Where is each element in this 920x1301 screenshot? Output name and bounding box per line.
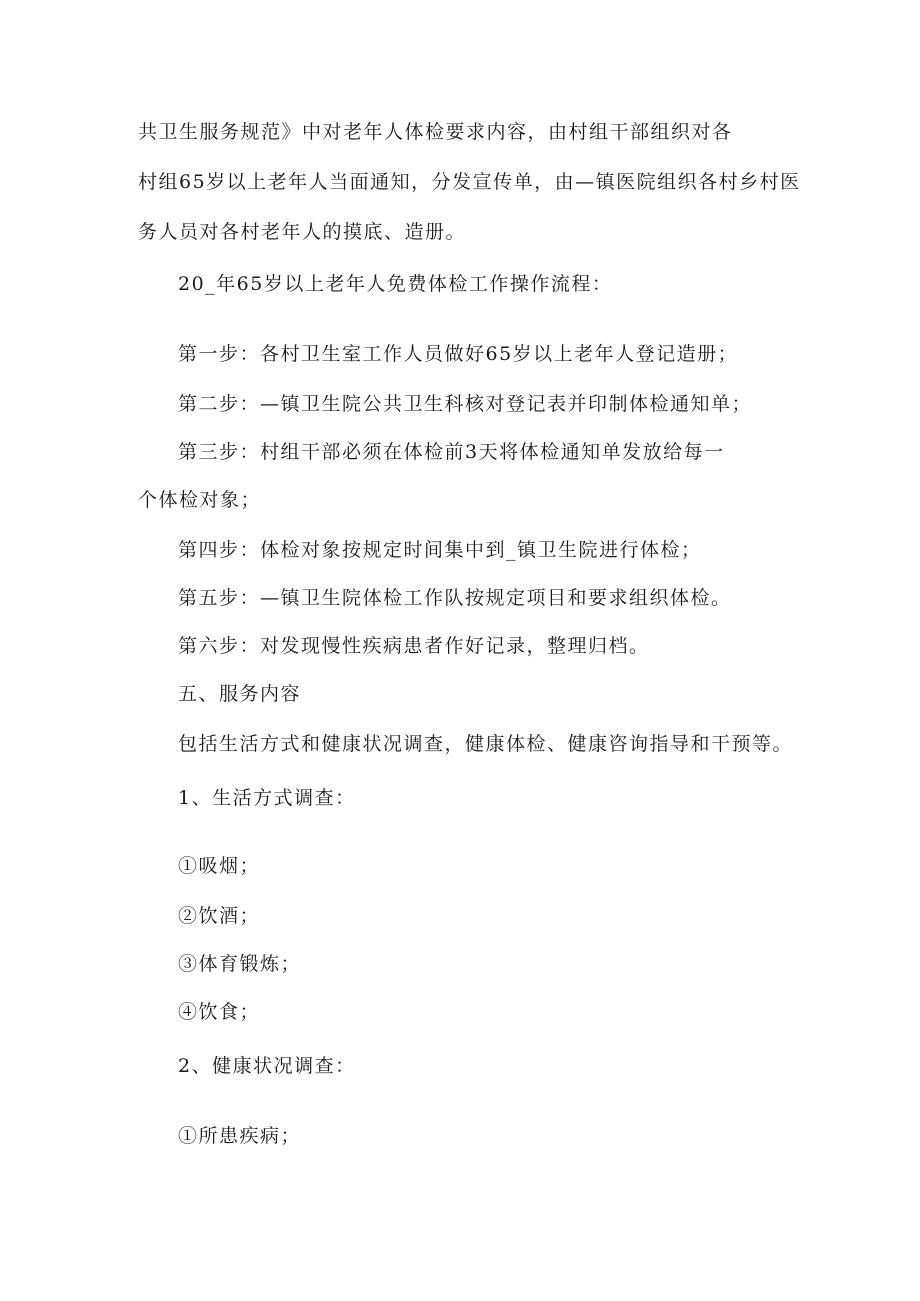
step-2: 第二步：—镇卫生院公共卫生科核对登记表并印制体检通知单； [178, 393, 753, 415]
text-line-3: 务人员对各村老年人的摸底、造册。 [138, 221, 467, 243]
subsection-1-heading: 1、生活方式调查： [178, 787, 356, 809]
list-item-smoking: ①吸烟； [178, 855, 261, 877]
step-4: 第四步：体检对象按规定时间集中到_镇卫生院进行体检； [178, 539, 702, 561]
step-6: 第六步：对发现慢性疾病患者作好记录，整理归档。 [178, 635, 650, 657]
step-1: 第一步：各村卫生室工作人员做好65岁以上老年人登记造册； [178, 343, 739, 365]
process-heading: 20_年65岁以上老年人免费体检工作操作流程： [178, 273, 613, 295]
step-3-continued: 个体检对象； [138, 489, 262, 511]
section-intro: 包括生活方式和健康状况调查，健康体检、健康咨询指导和干预等。 [178, 733, 794, 755]
list-item-diseases: ①所患疾病； [178, 1125, 302, 1147]
list-item-drinking: ②饮酒； [178, 905, 261, 927]
section-heading: 五、服务内容 [178, 683, 302, 705]
text-line-2: 村组65岁以上老年人当面通知，分发宣传单，由—镇医院组织各村乡村医 [138, 171, 801, 193]
step-5: 第五步：—镇卫生院体检工作队按规定项目和要求组织体检。 [178, 587, 732, 609]
list-item-exercise: ③体育锻炼； [178, 953, 302, 975]
list-item-diet: ④饮食； [178, 1001, 261, 1023]
step-3: 第三步：村组干部必须在体检前3天将体检通知单发放给每一 [178, 441, 725, 463]
subsection-2-heading: 2、健康状况调查： [178, 1055, 356, 1077]
text-line-1: 共卫生服务规范》中对老年人体检要求内容，由村组干部组织对各 [138, 121, 733, 143]
